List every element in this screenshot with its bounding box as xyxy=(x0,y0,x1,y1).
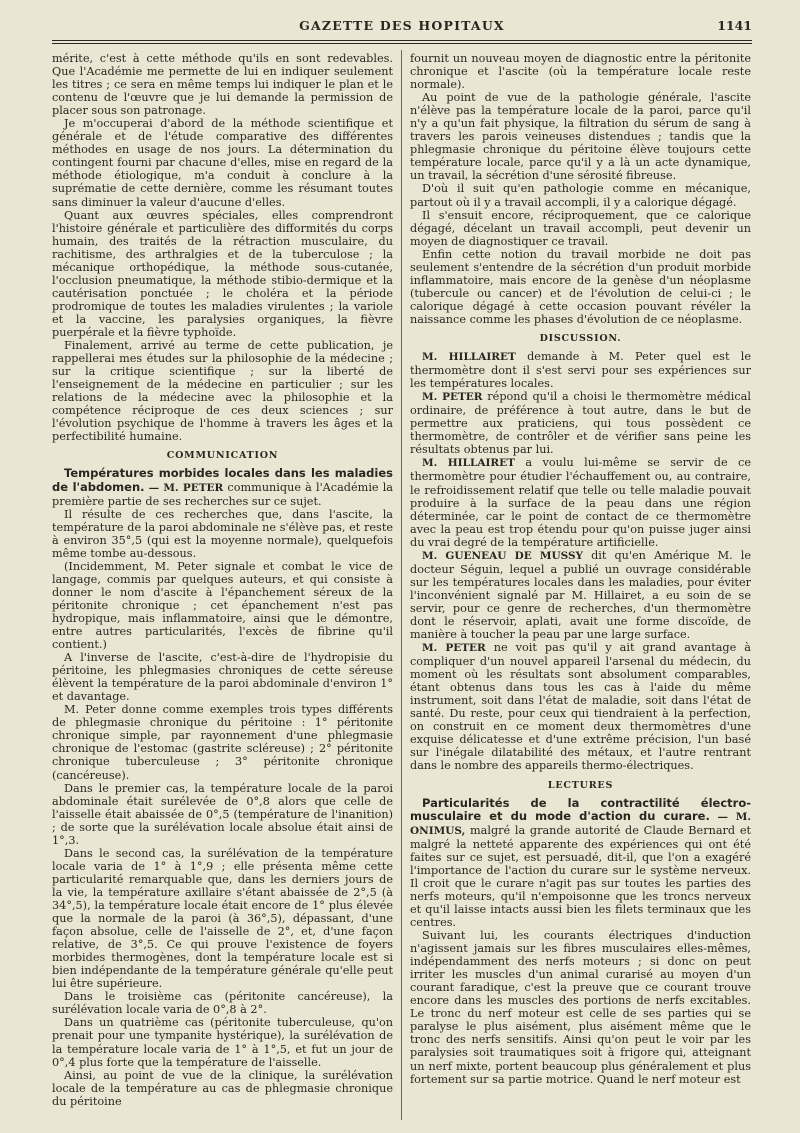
article-title: Températures morbides locales dans les maladies de l'abdomen. xyxy=(52,466,393,494)
article-lead xyxy=(52,467,393,507)
paragraph: Suivant lui, les courants électriques d'induction n'agissent jamais sur les fibres musculaires elles-mêmes, indépendamment des nerfs moteurs ; si donc on peut irriter les muscles d'un animal curarisé au moyen d'un courant faradique, c'est la preuve que ce courant trouve encore dans les muscles des portions de nerfs excitables. Le tronc du nerf moteur est celle de ses parties qui se paralyse le plus aisément, plus aisément même que le tronc des nerfs sensitifs. Ainsi qu'on peut le voir par les paralysies soit traumatiques soit à frigore qui, atteignant un nerf mixte, portent beaucoup plus généralement et plus fortement sur sa partie motrice. Quand le nerf moteur est xyxy=(410,929,751,1086)
section-heading-lectures: LECTURES xyxy=(547,779,614,791)
paragraph: M. Peter donne comme exemples trois types différents de phlegmasie chronique du péritoine : 1° péritonite chronique simple, par rayonnement d'une phlegmasie chronique de l'estomac (gastrite scléreuse) ; 2° péritonite chronique tuberculeuse ; 3° péritonite chronique (cancéreuse). xyxy=(52,703,393,782)
paragraph: Il s'ensuit encore, réciproquement, que ce calorique dégagé, décelant un travail accompli, peut devenir un moyen de diagnostiquer ce travail. xyxy=(410,208,751,248)
paragraph: D'où il suit qu'en pathologie comme en mécanique, partout où il y a travail accompli, il y a calorique dégagé. xyxy=(410,182,751,209)
article-title: Particularités de la contractilité électro-musculaire et du mode d'action du curare. xyxy=(410,795,751,823)
page-number: 1141 xyxy=(717,18,752,33)
column-divider xyxy=(401,50,402,1120)
speaker-text: répond qu'il a choisi le thermomètre médical ordinaire, de préférence à tout autre, dans le but de permettre aux praticiens, qui tous possèdent ce thermomètre, de contrôler et de vérifier sans peine les résultats obtenus par lui. xyxy=(410,390,751,457)
discussion-entry xyxy=(410,641,751,772)
paragraph: Finalement, arrivé au terme de cette publication, je rappellerai mes études sur la philosophie de la médecine ; sur la critique scientifique ; sur la liberté de l'enseignement de la médecine en particulier ; sur les relations de la médecine avec la philosophie et la compétence réciproque de ces deux sciences ; sur l'évolution psychique de l'homme à travers les âges et la perfectibilité humaine. xyxy=(52,339,393,444)
article-author: — M. ONIMUS, xyxy=(410,810,751,837)
paragraph: A l'inverse de l'ascite, c'est-à-dire de l'hydropisie du péritoine, les phlegmasies chroniques de cette séreuse élèvent la température de la paroi abdominale d'environ 1° et davantage. xyxy=(52,651,393,704)
speaker-text: demande à M. Peter quel est le thermomètre dont il s'est servi pour ses expériences sur les températures locales. xyxy=(410,350,751,391)
paragraph: Il résulte de ces recherches que, dans l'ascite, la température de la paroi abdominale ne s'élève pas, et reste à environ 35°,5 (qui est la moyenne normale), quelquefois même tombe au-dessous. xyxy=(52,507,393,560)
paragraph: Enfin cette notion du travail morbide ne doit pas seulement s'entendre de la sécrétion d'un produit morbide inflammatoire, mais encore de la genèse d'un néoplasme (tubercule ou cancer) et de l'évolution de celui-ci ; le calorique dégagé à cette occasion pouvant révéler la naissance comme les phases d'évolution de ce néoplasme. xyxy=(410,247,751,326)
right-column xyxy=(410,52,751,1086)
speaker-text: dit qu'en Amérique M. le docteur Séguin, lequel a publié un ouvrage considérable sur les températures locales dans les maladies, pour éviter l'inconvénient signalé par M. Hillairet, a eu soin de se servir, pour ce genre de recherches, d'un thermomètre dont le réservoir, aplati, avait une forme discoïde, de manière à toucher la peau par une large surface. xyxy=(410,548,751,642)
discussion-entry xyxy=(410,350,751,390)
speaker-name: M. HILLAIRET xyxy=(422,351,516,364)
paragraph: Au point de vue de la pathologie générale, l'ascite n'élève pas la température locale de la paroi, parce qu'il n'y a qu'un fait physique, la filtration du sérum de sang à travers les parois veineuses distendues ; tandis que la phlegmasie chronique du péritoine élève toujours cette température locale, parce qu'il y a là un acte dynamique, un travail, la sécrétion d'une sérosité fibreuse. xyxy=(410,91,751,183)
discussion-entry xyxy=(410,456,751,548)
discussion-entry xyxy=(410,390,751,456)
speaker-name: M. HILLAIRET xyxy=(422,457,515,470)
section-heading-communication: COMMUNICATION xyxy=(166,450,279,462)
speaker-name: M. PETER xyxy=(422,642,486,655)
header-rule-double xyxy=(52,43,752,44)
speaker-name: M. PETER xyxy=(422,391,483,404)
speaker-text: ne voit pas qu'il y ait grand avantage à compliquer d'un nouvel appareil l'arsenal du médecin, du moment où les résultats sont absolument comparables, étant obtenus dans tous les cas à l'aide du même instrument, soit dans l'état de maladie, soit dans l'état de santé. Du reste, pour ceux qui tiendraient à la perfection, on construit en ce moment deux thermomètres d'une exquise délicatesse et d'une extrême précision, l'un basé sur l'inégale dilatabilité des métaux, et l'autre rentrant dans le nombre des appareils thermo-électriques. xyxy=(410,641,751,773)
paragraph: Dans un quatrième cas (péritonite tuberculeuse, qu'on prenait pour une tympanite hystérique), la surélévation de la température locale varia de 1° à 1°,5, et fut un jour de 0°,4 plus forte que la température de l'aisselle. xyxy=(52,1016,393,1069)
paragraph: (Incidemment, M. Peter signale et combat le vice de langage, commis par quelques auteurs, et qui consiste à donner le nom d'ascite à l'épanchement séreux de la péritonite chronique ; cet épanchement n'est pas hydropique, mais inflammatoire, ainsi que le démontre, entre autres particularités, l'excès de fibrine qu'il contient.) xyxy=(52,559,393,652)
speaker-name: M. GUENEAU DE MUSSY xyxy=(422,549,584,562)
header-rule xyxy=(52,40,752,41)
section-heading-discussion: DISCUSSION. xyxy=(539,332,622,344)
paragraph: Ainsi, au point de vue de la clinique, la surélévation locale de la température au cas de phlegmasie chronique du péritoine xyxy=(52,1068,393,1108)
article-lead xyxy=(410,797,751,929)
speaker-text: a voulu lui-même se servir de ce thermomètre pour étudier l'échauffement ou, au contraire, le refroidissement relatif que telle ou telle maladie pouvait produire à la surface de la peau dans une région déterminée, car le point de contact de ce thermomètre avec la peau est trop étendu pour qu'on puisse juger ainsi du vrai degré de la température artificielle. xyxy=(410,456,751,549)
article-intro: malgré la grande autorité de Claude Bernard et malgré la netteté apparente des expériences qui ont été faites sur ce sujet, est persuadé, dit-il, que l'on a exagéré l'importance de l'action du curare sur le système nerveux. Il croit que le curare n'agit pas sur toutes les parties des nerfs moteurs, qu'il n'empoisonne que les troncs nerveux et qu'il laisse intacts aussi bien les filets terminaux que les centres. xyxy=(410,823,751,929)
discussion-entry xyxy=(410,549,751,641)
paragraph: Quant aux œuvres spéciales, elles comprendront l'histoire générale et particulière des difformités du corps humain, des traités de la rétraction musculaire, du rachitisme, des arthralgies et de la tuberculose ; la mécanique orthopédique, la méthode sous-cutanée, l'occlusion pneumatique, la méthode stibio-dermique et la cautérisation ponctuée ; le choléra et la période prodromique de toutes les maladies virulentes ; la variole et la vaccine, les paralysies organiques, la fièvre puerpérale et la fièvre typhoïde. xyxy=(52,208,393,339)
running-title: GAZETTE DES HOPITAUX xyxy=(299,18,505,33)
paragraph: Dans le second cas, la surélévation de la température locale varia de 1° à 1°,9 ; elle présenta même cette particularité remarquable que, dans les derniers jours de la vie, la température axillaire s'étant abaissée de 2°,5 (à 34°,5), la température locale était encore de 1° plus élevée que la normale de la paroi (à 36°,5), dépassant, d'une façon absolue, celle de l'aisselle de 2°, et, d'une façon relative, de 3°,5. Ce qui prouve l'existence de foyers morbides thermogènes, dont la température locale est si bien indépendante de la température générale qu'elle peut lui être supérieure. xyxy=(52,846,393,991)
article-author: — M. PETER xyxy=(148,481,224,494)
paragraph: fournit un nouveau moyen de diagnostic entre la péritonite chronique et l'ascite (où la température locale reste normale). xyxy=(410,52,751,92)
left-column xyxy=(52,52,393,1108)
paragraph: Dans le troisième cas (péritonite cancéreuse), la surélévation locale varia de 0°,8 à 2°. xyxy=(52,990,393,1017)
paragraph: Je m'occuperai d'abord de la méthode scientifique et générale et de l'étude comparative des différentes méthodes en usage de nos jours. La détermination du contingent fourni par chacune d'elles, mise en regard de la méthode étiologique, m'a conduit à conclure à la suprématie de cette dernière, comme les résumant toutes sans diminuer la valeur d'aucune d'elles. xyxy=(52,117,393,209)
paragraph: Dans le premier cas, la température locale de la paroi abdominale était surélevée de 0°,8 alors que celle de l'aisselle était abaissée de 0°,5 (température de l'inanition) ; de sorte que la surélévation locale absolue était ainsi de 1°,3. xyxy=(52,781,393,847)
page-header xyxy=(52,14,752,36)
paragraph: mérite, c'est à cette méthode qu'ils en sont redevables. Que l'Académie me permette de lui en indiquer seulement les titres ; ce sera en même temps lui indiquer le plan et le contenu de l'œuvre que je lui demande la permission de placer sous son patronage. xyxy=(52,52,393,118)
article-intro: communique à l'Académie la première partie de ses recherches sur ce sujet. xyxy=(52,480,394,508)
